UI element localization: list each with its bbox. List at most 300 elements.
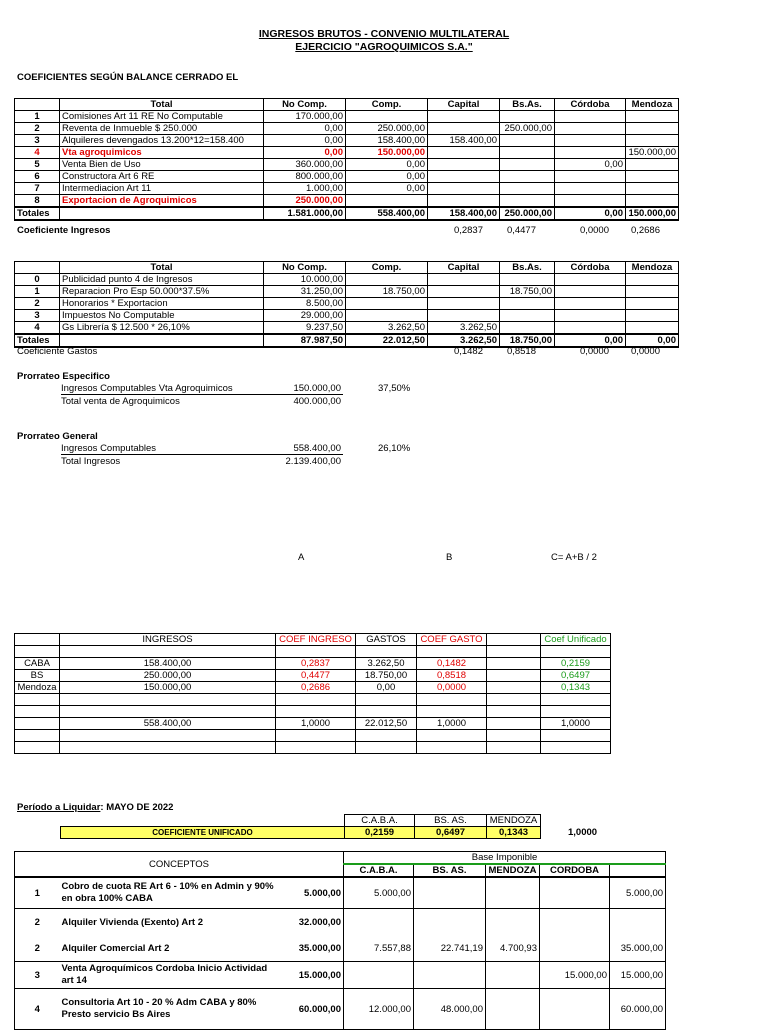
table-row bbox=[15, 718, 611, 730]
table-cell: 0,00 bbox=[555, 334, 626, 347]
coef-ingresos-label: Coeficiente Ingresos bbox=[17, 225, 111, 236]
numerator-value: 558.400,00 bbox=[293, 443, 341, 454]
table-cell: 5 bbox=[15, 159, 60, 171]
table-cell: Córdoba bbox=[555, 99, 626, 111]
coef-unificado-total: 1,0000 bbox=[568, 827, 598, 838]
table-cell bbox=[15, 646, 60, 658]
prorrateo-especifico-denominator bbox=[61, 396, 343, 407]
table-cell: Totales bbox=[15, 207, 60, 220]
table-cell: 0,8518 bbox=[417, 670, 487, 682]
table-cell: 0,1343 bbox=[541, 682, 611, 694]
table-cell bbox=[626, 171, 679, 183]
table-cell: 3 bbox=[15, 135, 60, 147]
table-cell: 0,00 bbox=[626, 334, 679, 347]
table-cell: Constructora Art 6 RE bbox=[60, 171, 264, 183]
table-cell: COEFICIENTE UNIFICADO bbox=[61, 827, 345, 839]
table-cell: 0,4477 bbox=[276, 670, 356, 682]
table-cell: 250.000,00 bbox=[346, 123, 428, 135]
table-cell bbox=[486, 962, 540, 989]
table-cell bbox=[428, 298, 500, 310]
coef-gastos-mendoza: 0,0000 bbox=[630, 346, 660, 357]
table-cell bbox=[500, 147, 555, 159]
table-row bbox=[15, 742, 611, 754]
table-cell: Alquiler Vivienda (Exento) Art 2 bbox=[60, 909, 283, 936]
table-cell bbox=[626, 274, 679, 286]
table-cell bbox=[276, 706, 356, 718]
table-cell bbox=[626, 159, 679, 171]
table-cell bbox=[626, 322, 679, 335]
table-cell bbox=[60, 742, 276, 754]
table-cell: 0,6497 bbox=[541, 670, 611, 682]
table-cell bbox=[428, 123, 500, 135]
table-row bbox=[15, 183, 679, 195]
coef-ingresos-cordoba: 0,0000 bbox=[579, 225, 609, 236]
table-cell: Comp. bbox=[346, 99, 428, 111]
table-cell: 150.000,00 bbox=[346, 147, 428, 159]
coef-heading: COEFICIENTES SEGÚN BALANCE CERRADO EL bbox=[17, 72, 239, 83]
table-row bbox=[61, 827, 541, 839]
table-cell: 150.000,00 bbox=[626, 147, 679, 159]
table-row bbox=[15, 171, 679, 183]
table-cell bbox=[61, 815, 345, 827]
table-cell: 5.000,00 bbox=[283, 877, 344, 909]
table-cell bbox=[276, 646, 356, 658]
table-cell bbox=[487, 670, 541, 682]
table-cell: BS. AS. bbox=[414, 864, 486, 877]
table-cell: 250.000,00 bbox=[264, 195, 346, 208]
table-cell bbox=[60, 694, 276, 706]
table-cell: Capital bbox=[428, 99, 500, 111]
prorrateo-general-denominator bbox=[61, 456, 343, 467]
table-cell: 558.400,00 bbox=[346, 207, 428, 220]
periodo-line bbox=[17, 802, 173, 813]
table-cell: Alquileres devengados 13.200*12=158.400 bbox=[60, 135, 264, 147]
table-cell: 150.000,00 bbox=[60, 682, 276, 694]
table-cell bbox=[500, 274, 555, 286]
table-cell: MENDOZA bbox=[487, 815, 541, 827]
table-cell: BS. AS. bbox=[415, 815, 487, 827]
table-cell bbox=[15, 730, 60, 742]
periodo-label: Período a Liquidar bbox=[17, 802, 101, 813]
table-cell: 1 bbox=[15, 286, 60, 298]
table-cell: 18.750,00 bbox=[500, 286, 555, 298]
table-cell bbox=[541, 646, 611, 658]
table-cell: C.A.B.A. bbox=[345, 815, 415, 827]
table-cell: 7 bbox=[15, 183, 60, 195]
table-cell: Venta Bien de Uso bbox=[60, 159, 264, 171]
table-cell: Reparacion Pro Esp 50.000*37.5% bbox=[60, 286, 264, 298]
table-cell: Intermediacion Art 11 bbox=[60, 183, 264, 195]
table-cell: 158.400,00 bbox=[60, 658, 276, 670]
table-cell bbox=[487, 718, 541, 730]
coef-unificado-summary bbox=[60, 814, 541, 839]
table-cell bbox=[487, 730, 541, 742]
table-row bbox=[15, 877, 666, 909]
coef-gastos-label: Coeficiente Gastos bbox=[17, 346, 98, 357]
table-cell: 3 bbox=[15, 310, 60, 322]
table-row bbox=[15, 935, 666, 962]
table-cell: 0 bbox=[15, 274, 60, 286]
table-row bbox=[15, 706, 611, 718]
table-cell bbox=[486, 989, 540, 1030]
table-cell: Comp. bbox=[346, 262, 428, 274]
prorrateo-general-pct: 26,10% bbox=[378, 443, 411, 454]
table-row bbox=[15, 111, 679, 123]
table-cell: 3.262,50 bbox=[428, 334, 500, 347]
table-cell: 0,00 bbox=[356, 682, 417, 694]
table-row bbox=[15, 310, 679, 322]
table-cell bbox=[555, 171, 626, 183]
table-cell: 170.000,00 bbox=[264, 111, 346, 123]
table-cell: 0,2837 bbox=[276, 658, 356, 670]
table-cell: 800.000,00 bbox=[264, 171, 346, 183]
table-cell bbox=[500, 111, 555, 123]
table-cell: 0,0000 bbox=[417, 682, 487, 694]
table-cell bbox=[276, 742, 356, 754]
table-cell bbox=[428, 286, 500, 298]
table-cell: 4 bbox=[15, 147, 60, 159]
table-cell: BS bbox=[15, 670, 60, 682]
table-cell bbox=[555, 298, 626, 310]
table-cell bbox=[428, 171, 500, 183]
table-cell: Capital bbox=[428, 262, 500, 274]
table-cell: 3.262,50 bbox=[346, 322, 428, 335]
table-cell: 158.400,00 bbox=[428, 135, 500, 147]
table-cell bbox=[626, 123, 679, 135]
table-cell: Vta agroquimicos bbox=[60, 147, 264, 159]
table-cell: 10.000,00 bbox=[264, 274, 346, 286]
table-cell: Mendoza bbox=[626, 99, 679, 111]
table-cell: 1.581.000,00 bbox=[264, 207, 346, 220]
base-imponible-table bbox=[14, 851, 666, 1030]
table-cell: 29.000,00 bbox=[264, 310, 346, 322]
table-cell: Totales bbox=[15, 334, 60, 347]
table-cell bbox=[276, 730, 356, 742]
coef-gastos-capital: 0,1482 bbox=[453, 346, 483, 357]
table-cell: 1.000,00 bbox=[264, 183, 346, 195]
table-cell: Consultoria Art 10 - 20 % Adm CABA y 80% Presto servicio Bs Aires bbox=[60, 989, 283, 1030]
table-cell bbox=[356, 694, 417, 706]
table-cell: 2 bbox=[15, 935, 60, 962]
table-cell: 250.000,00 bbox=[500, 123, 555, 135]
table-row bbox=[15, 274, 679, 286]
table-cell bbox=[626, 135, 679, 147]
table-cell: Base Imponible bbox=[344, 852, 666, 865]
table-cell: 18.750,00 bbox=[346, 286, 428, 298]
table-cell bbox=[555, 274, 626, 286]
prorrateo-especifico-title: Prorrateo Especifico bbox=[17, 371, 110, 382]
table-cell bbox=[346, 310, 428, 322]
table-cell bbox=[487, 694, 541, 706]
table-cell: 5.000,00 bbox=[610, 877, 666, 909]
table-cell: 0,00 bbox=[346, 183, 428, 195]
table-cell bbox=[555, 111, 626, 123]
table-cell: 2 bbox=[15, 123, 60, 135]
ingresos-table bbox=[14, 98, 679, 221]
table-cell bbox=[346, 111, 428, 123]
table-row bbox=[15, 159, 679, 171]
table-cell bbox=[60, 646, 276, 658]
table-cell: Comisiones Art 11 RE No Computable bbox=[60, 111, 264, 123]
table-cell: 0,00 bbox=[346, 159, 428, 171]
table-cell bbox=[15, 99, 60, 111]
table-cell bbox=[540, 935, 610, 962]
table-cell: 48.000,00 bbox=[414, 989, 486, 1030]
table-cell: 0,00 bbox=[346, 171, 428, 183]
table-cell: 0,00 bbox=[264, 135, 346, 147]
table-cell bbox=[500, 135, 555, 147]
table-cell bbox=[500, 195, 555, 208]
numerator-label: Ingresos Computables bbox=[61, 443, 157, 454]
coef-gastos-cordoba: 0,0000 bbox=[579, 346, 609, 357]
table-cell: 558.400,00 bbox=[60, 718, 276, 730]
table-cell bbox=[540, 877, 610, 909]
table-cell: 150.000,00 bbox=[626, 207, 679, 220]
table-cell bbox=[15, 262, 60, 274]
table-cell bbox=[356, 730, 417, 742]
table-cell: 9.237,50 bbox=[264, 322, 346, 335]
table-row bbox=[15, 298, 679, 310]
table-cell: 87.987,50 bbox=[264, 334, 346, 347]
coef-ingresos-capital: 0,2837 bbox=[453, 225, 483, 236]
table-cell: Córdoba bbox=[555, 262, 626, 274]
table-cell: Mendoza bbox=[626, 262, 679, 274]
table-cell bbox=[417, 742, 487, 754]
table-cell bbox=[500, 171, 555, 183]
table-cell: 1 bbox=[15, 877, 60, 909]
table-cell: 0,00 bbox=[555, 159, 626, 171]
table-cell bbox=[346, 195, 428, 208]
table-cell bbox=[428, 310, 500, 322]
table-cell: COEF GASTO bbox=[417, 634, 487, 646]
table-cell: Impuestos No Computable bbox=[60, 310, 264, 322]
table-cell: 4 bbox=[15, 989, 60, 1030]
table-cell bbox=[487, 658, 541, 670]
table-cell: 250.000,00 bbox=[60, 670, 276, 682]
table-cell: 35.000,00 bbox=[610, 935, 666, 962]
table-row bbox=[15, 694, 611, 706]
table-cell: 3.262,50 bbox=[356, 658, 417, 670]
table-cell: 31.250,00 bbox=[264, 286, 346, 298]
table-cell bbox=[417, 646, 487, 658]
table-cell: CABA bbox=[15, 658, 60, 670]
numerator-value: 150.000,00 bbox=[293, 383, 341, 394]
table-cell: Exportacion de Agroquimicos bbox=[60, 195, 264, 208]
table-header-row bbox=[15, 852, 666, 865]
table-cell bbox=[500, 322, 555, 335]
table-row bbox=[15, 322, 679, 335]
table-cell bbox=[555, 135, 626, 147]
table-row bbox=[15, 730, 611, 742]
table-cell bbox=[417, 730, 487, 742]
table-cell: MENDOZA bbox=[486, 864, 540, 877]
table-cell: 6 bbox=[15, 171, 60, 183]
table-cell: 2 bbox=[15, 909, 60, 936]
table-row bbox=[15, 123, 679, 135]
table-cell bbox=[555, 183, 626, 195]
prorrateo-especifico-pct: 37,50% bbox=[378, 383, 411, 394]
table-cell: 22.741,19 bbox=[414, 935, 486, 962]
table-cell bbox=[276, 694, 356, 706]
table-cell bbox=[356, 742, 417, 754]
table-cell: 0,6497 bbox=[415, 827, 487, 839]
table-cell: Bs.As. bbox=[500, 262, 555, 274]
table-cell: 60.000,00 bbox=[610, 989, 666, 1030]
table-cell: 5.000,00 bbox=[344, 877, 414, 909]
table-cell: CORDOBA bbox=[540, 864, 610, 877]
table-cell bbox=[487, 742, 541, 754]
table-row bbox=[15, 962, 666, 989]
table-cell: Bs.As. bbox=[500, 99, 555, 111]
table-header-row bbox=[15, 634, 611, 646]
table-cell: 15.000,00 bbox=[540, 962, 610, 989]
table-cell bbox=[626, 310, 679, 322]
coef-ingresos-bsas: 0,4477 bbox=[506, 225, 536, 236]
table-cell bbox=[626, 298, 679, 310]
table-cell: 1,0000 bbox=[417, 718, 487, 730]
table-cell bbox=[626, 183, 679, 195]
table-cell bbox=[541, 742, 611, 754]
table-cell: 0,00 bbox=[555, 207, 626, 220]
table-cell: GASTOS bbox=[356, 634, 417, 646]
table-row bbox=[15, 195, 679, 208]
table-cell bbox=[417, 694, 487, 706]
table-cell: 18.750,00 bbox=[356, 670, 417, 682]
table-cell: Alquiler Comercial Art 2 bbox=[60, 935, 283, 962]
prorrateo-especifico-numerator bbox=[61, 383, 343, 395]
table-cell: 32.000,00 bbox=[283, 909, 344, 936]
table-cell bbox=[356, 646, 417, 658]
table-cell bbox=[540, 989, 610, 1030]
table-cell: 0,00 bbox=[264, 123, 346, 135]
table-cell: 250.000,00 bbox=[500, 207, 555, 220]
table-cell: Total bbox=[60, 262, 264, 274]
denominator-label: Total Ingresos bbox=[61, 456, 121, 467]
table-cell: CONCEPTOS bbox=[15, 852, 344, 878]
table-cell bbox=[428, 195, 500, 208]
table-cell bbox=[428, 147, 500, 159]
table-cell: 158.400,00 bbox=[428, 207, 500, 220]
table-cell: 158.400,00 bbox=[346, 135, 428, 147]
table-cell bbox=[540, 909, 610, 936]
table-cell: Publicidad punto 4 de Ingresos bbox=[60, 274, 264, 286]
table-cell bbox=[610, 909, 666, 936]
table-cell bbox=[487, 682, 541, 694]
denominator-label: Total venta de Agroquimicos bbox=[61, 396, 180, 407]
table-cell: 35.000,00 bbox=[283, 935, 344, 962]
table-cell: 0,2159 bbox=[345, 827, 415, 839]
table-cell: 60.000,00 bbox=[283, 989, 344, 1030]
table-cell bbox=[555, 310, 626, 322]
coef-unificado-table bbox=[14, 633, 611, 754]
table-cell: 2 bbox=[15, 298, 60, 310]
table-header-row bbox=[15, 99, 679, 111]
coef-gastos-bsas: 0,8518 bbox=[506, 346, 536, 357]
numerator-label: Ingresos Computables Vta Agroquimicos bbox=[61, 383, 233, 394]
gastos-table bbox=[14, 261, 679, 348]
table-row bbox=[15, 286, 679, 298]
totals-row bbox=[15, 207, 679, 220]
table-cell bbox=[15, 634, 60, 646]
table-cell: 15.000,00 bbox=[283, 962, 344, 989]
table-row bbox=[15, 135, 679, 147]
table-cell: Gs Librería $ 12.500 * 26,10% bbox=[60, 322, 264, 335]
table-cell: 3.262,50 bbox=[428, 322, 500, 335]
page-title: INGRESOS BRUTOS - CONVENIO MULTILATERAL bbox=[258, 28, 510, 40]
label-a: A bbox=[298, 552, 305, 563]
table-cell: Venta Agroquímicos Cordoba Inicio Actividad art 14 bbox=[60, 962, 283, 989]
table-cell bbox=[60, 730, 276, 742]
table-cell bbox=[346, 274, 428, 286]
table-cell: Reventa de Inmueble $ 250.000 bbox=[60, 123, 264, 135]
table-cell bbox=[344, 909, 414, 936]
page-subtitle: EJERCICIO "AGROQUIMICOS S.A." bbox=[295, 41, 473, 53]
table-cell bbox=[487, 634, 541, 646]
table-cell: Honorarios * Exportacion bbox=[60, 298, 264, 310]
table-cell bbox=[344, 962, 414, 989]
table-cell: 360.000,00 bbox=[264, 159, 346, 171]
table-cell bbox=[500, 298, 555, 310]
label-c-formula: C= A+B / 2 bbox=[551, 552, 597, 563]
table-cell: 0,00 bbox=[264, 147, 346, 159]
table-cell bbox=[500, 159, 555, 171]
periodo-value: : MAYO DE 2022 bbox=[100, 802, 174, 813]
denominator-value: 2.139.400,00 bbox=[285, 456, 341, 467]
table-row bbox=[15, 682, 611, 694]
table-cell: 8.500,00 bbox=[264, 298, 346, 310]
table-row bbox=[15, 147, 679, 159]
table-cell bbox=[356, 706, 417, 718]
table-cell bbox=[487, 646, 541, 658]
table-cell: 12.000,00 bbox=[344, 989, 414, 1030]
table-cell bbox=[610, 864, 666, 877]
table-cell: 1 bbox=[15, 111, 60, 123]
table-cell bbox=[555, 123, 626, 135]
table-cell bbox=[626, 286, 679, 298]
prorrateo-general-title: Prorrateo General bbox=[17, 431, 98, 442]
table-cell bbox=[500, 183, 555, 195]
table-cell: No Comp. bbox=[264, 262, 346, 274]
table-cell bbox=[428, 274, 500, 286]
table-cell bbox=[541, 730, 611, 742]
table-cell bbox=[555, 147, 626, 159]
table-cell bbox=[414, 877, 486, 909]
table-cell: 3 bbox=[15, 962, 60, 989]
table-cell bbox=[60, 207, 264, 220]
coef-ingresos-mendoza: 0,2686 bbox=[630, 225, 660, 236]
table-cell: Mendoza bbox=[15, 682, 60, 694]
table-cell bbox=[555, 322, 626, 335]
table-cell bbox=[15, 706, 60, 718]
table-cell: 8 bbox=[15, 195, 60, 208]
prorrateo-general-numerator bbox=[61, 443, 343, 455]
table-cell: 0,1343 bbox=[487, 827, 541, 839]
table-cell bbox=[541, 706, 611, 718]
table-cell: Coef Unificado bbox=[541, 634, 611, 646]
table-cell bbox=[626, 195, 679, 208]
table-cell bbox=[15, 694, 60, 706]
table-cell bbox=[60, 706, 276, 718]
table-cell: Total bbox=[60, 99, 264, 111]
table-cell bbox=[487, 706, 541, 718]
table-cell: COEF INGRESO bbox=[276, 634, 356, 646]
table-cell bbox=[626, 111, 679, 123]
table-row bbox=[15, 989, 666, 1030]
table-cell: 0,2159 bbox=[541, 658, 611, 670]
table-header-row bbox=[15, 262, 679, 274]
table-cell bbox=[428, 159, 500, 171]
table-cell: C.A.B.A. bbox=[344, 864, 414, 877]
